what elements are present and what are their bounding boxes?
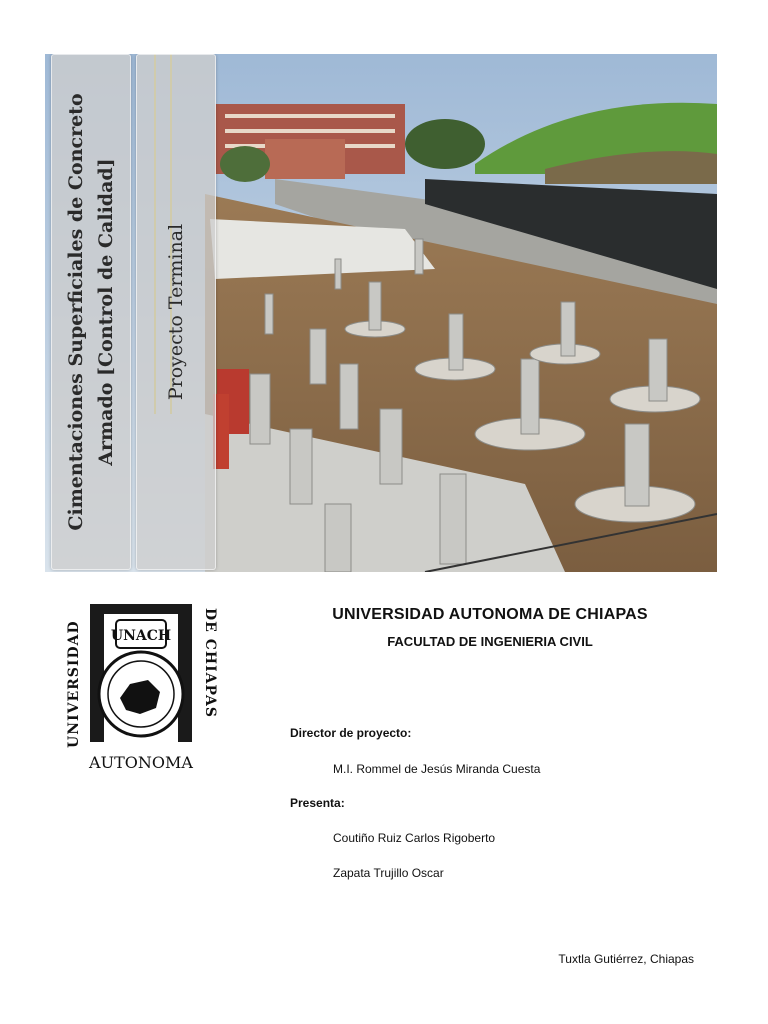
emblem-text: UNACH [110,628,172,644]
svg-text:DE CHIAPAS [202,608,218,718]
cover-title [61,93,121,530]
faculty-name: FACULTAD DE INGENIERIA CIVIL [387,634,593,649]
cover-title-line-2: Armado [Control de Calidad] [95,158,117,466]
logo-left-text: UNIVERSIDAD [66,620,82,748]
logo-bottom-text: AUTONOMA [89,753,193,772]
title-panel [51,54,131,570]
cover-title-line-1: Cimentaciones Superficiales de Concreto [65,93,87,531]
director-name: M.I. Rommel de Jesús Miranda Cuesta [333,762,541,776]
location-text: Tuxtla Gutiérrez, Chiapas [558,952,694,966]
subtitle-panel [136,54,216,570]
logo-right-text: DE CHIAPAS [202,608,218,719]
university-name: UNIVERSIDAD AUTONOMA DE CHIAPAS [332,606,648,623]
svg-text:UNIVERSIDAD [66,620,82,748]
author-name-1: Coutiño Ruiz Carlos Rigoberto [333,831,496,845]
presenta-label: Presenta: [290,796,345,810]
cover-subtitle: Proyecto Terminal [165,223,187,401]
university-logo [60,598,220,774]
director-label: Director de proyecto: [290,726,412,740]
author-name-2: Zapata Trujillo Oscar [333,866,444,880]
cover-photo [45,54,717,572]
